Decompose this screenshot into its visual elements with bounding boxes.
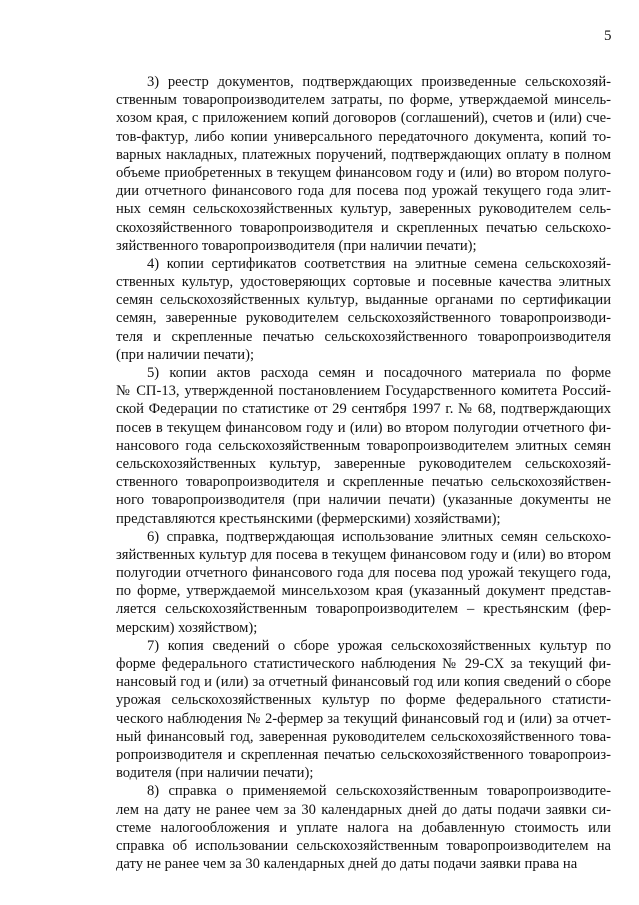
text-line: ного товаропроизводителя (при наличии печати) (указанные документы не — [116, 492, 611, 509]
page-number: 5 — [604, 28, 612, 44]
paragraph-item-5 — [116, 637, 611, 783]
text-line: (при наличии печати); — [116, 346, 255, 363]
text-line: сельскохозяйственных культур, заверенные руководителем сельскохозяй- — [116, 455, 611, 472]
text-line: нансового года сельскохозяйственным товаропроизводителем элитных семян — [116, 437, 611, 454]
text-line: нансовый год и (или) за отчетный финансовый год или копия сведений о сборе — [116, 674, 611, 691]
text-line: ственного товаропроизводителя и скрепленные печатью сельскохозяйствен- — [116, 474, 611, 491]
text-line: форме федерального статистического наблюдения № 29-СХ за текущий фи- — [116, 656, 611, 672]
text-line: стеме налогообложения и уплате налога на добавленную стоимость или — [116, 819, 611, 836]
text-line: ный финансовый год, заверенная руководителем сельскохозяйственного това- — [116, 728, 611, 745]
text-line: 4) копии сертификатов соответствия на элитные семена сельскохозяй- — [147, 255, 611, 272]
text-line: ляется сельскохозяйственным товаропроизводителем – крестьянским (фер- — [116, 601, 611, 618]
text-line: дату не ранее чем за 30 календарных дней до даты подачи заявки права на — [116, 856, 578, 873]
text-line: по форме, утверждаемой минсельхозом края (указанный документ представ- — [116, 583, 611, 600]
document-body — [116, 73, 611, 873]
paragraph-item-3 — [116, 364, 611, 528]
text-line: тов-фактур, либо копии универсального передаточного документа, копий то- — [116, 128, 611, 145]
text-line: зяйственных культур для посева в текущем финансовом году и (или) во втором — [116, 546, 611, 563]
text-line: теля и скрепленные печатью сельскохозяйственного товаропроизводителя — [116, 328, 611, 345]
text-line: 3) реестр документов, подтверждающих произведенные сельскохозяй- — [147, 74, 611, 90]
text-line: ственным товаропроизводителем затраты, по форме, утверждаемой минсель- — [116, 92, 611, 109]
text-line: объеме приобретенных в текущем финансовом году и (или) во втором полуго- — [116, 164, 611, 181]
text-line: ных семян сельскохозяйственных культур, заверенных руководителем сель- — [116, 201, 611, 218]
text-line: посев в текущем финансовом году и (или) во втором полугодии отчетного фи- — [116, 419, 611, 436]
text-line: скохозяйственного товаропроизводителя и скрепленных печатью сельскохо- — [116, 219, 611, 236]
text-line: варных накладных, платежных поручений, подтверждающих оплату в полном — [116, 146, 611, 163]
text-line: водителя (при наличии печати); — [116, 765, 314, 782]
paragraph-item-2 — [116, 255, 611, 364]
text-line: справка об использовании сельскохозяйственным товаропроизводителем на — [116, 837, 611, 854]
text-line: семян, заверенные руководителем сельскохозяйственного товаропроизводи- — [116, 310, 611, 327]
text-line: ропроизводителя и скрепленная печатью сельскохозяйственного товаропроиз- — [116, 746, 611, 763]
text-line: ственных культур, удостоверяющих сортовые и посевные качества элитных — [116, 274, 611, 291]
text-line: 7) копия сведений о сборе урожая сельскохозяйственных культур по — [147, 637, 611, 654]
text-line: 5) копии актов расхода семян и посадочного материала по форме — [147, 365, 611, 381]
text-line: урожая сельскохозяйственных культур по форме федерального статисти- — [116, 692, 611, 709]
text-line: № СП-13, утвержденной постановлением Государственного комитета Россий- — [116, 383, 611, 400]
paragraph-item-6 — [116, 782, 611, 873]
text-line: 6) справка, подтверждающая использование элитных семян сельскохо- — [147, 528, 611, 545]
text-line: 8) справка о применяемой сельскохозяйственным товаропроизводите- — [147, 783, 611, 800]
text-line: представляются крестьянскими (фермерскими) хозяйствами); — [116, 510, 501, 527]
paragraph-item-1 — [116, 73, 611, 255]
text-line: семян сельскохозяйственных культур, выданные органами по сертификации — [116, 292, 611, 309]
text-line: лем на дату не ранее чем за 30 календарных дней до даты подачи заявки си- — [116, 801, 611, 818]
text-line: полугодии отчетного финансового года для посева под урожай текущего года, — [116, 565, 611, 582]
text-line: зяйственного товаропроизводителя (при наличии печати); — [116, 237, 477, 254]
text-line: мерским) хозяйством); — [116, 619, 258, 636]
text-line: ской Федерации по статистике от 29 сентября 1997 г. № 68, подтверждающих — [116, 401, 611, 418]
paragraph-item-4 — [116, 528, 611, 637]
text-line: дии отчетного финансового года для посева под урожай текущего года элит- — [116, 183, 611, 200]
text-line: хозом края, с приложением копий договоров (соглашений), счетов и (или) сче- — [116, 110, 611, 127]
text-line: ческого наблюдения № 2-фермер за текущий финансовый год и (или) за отчет- — [116, 710, 611, 727]
